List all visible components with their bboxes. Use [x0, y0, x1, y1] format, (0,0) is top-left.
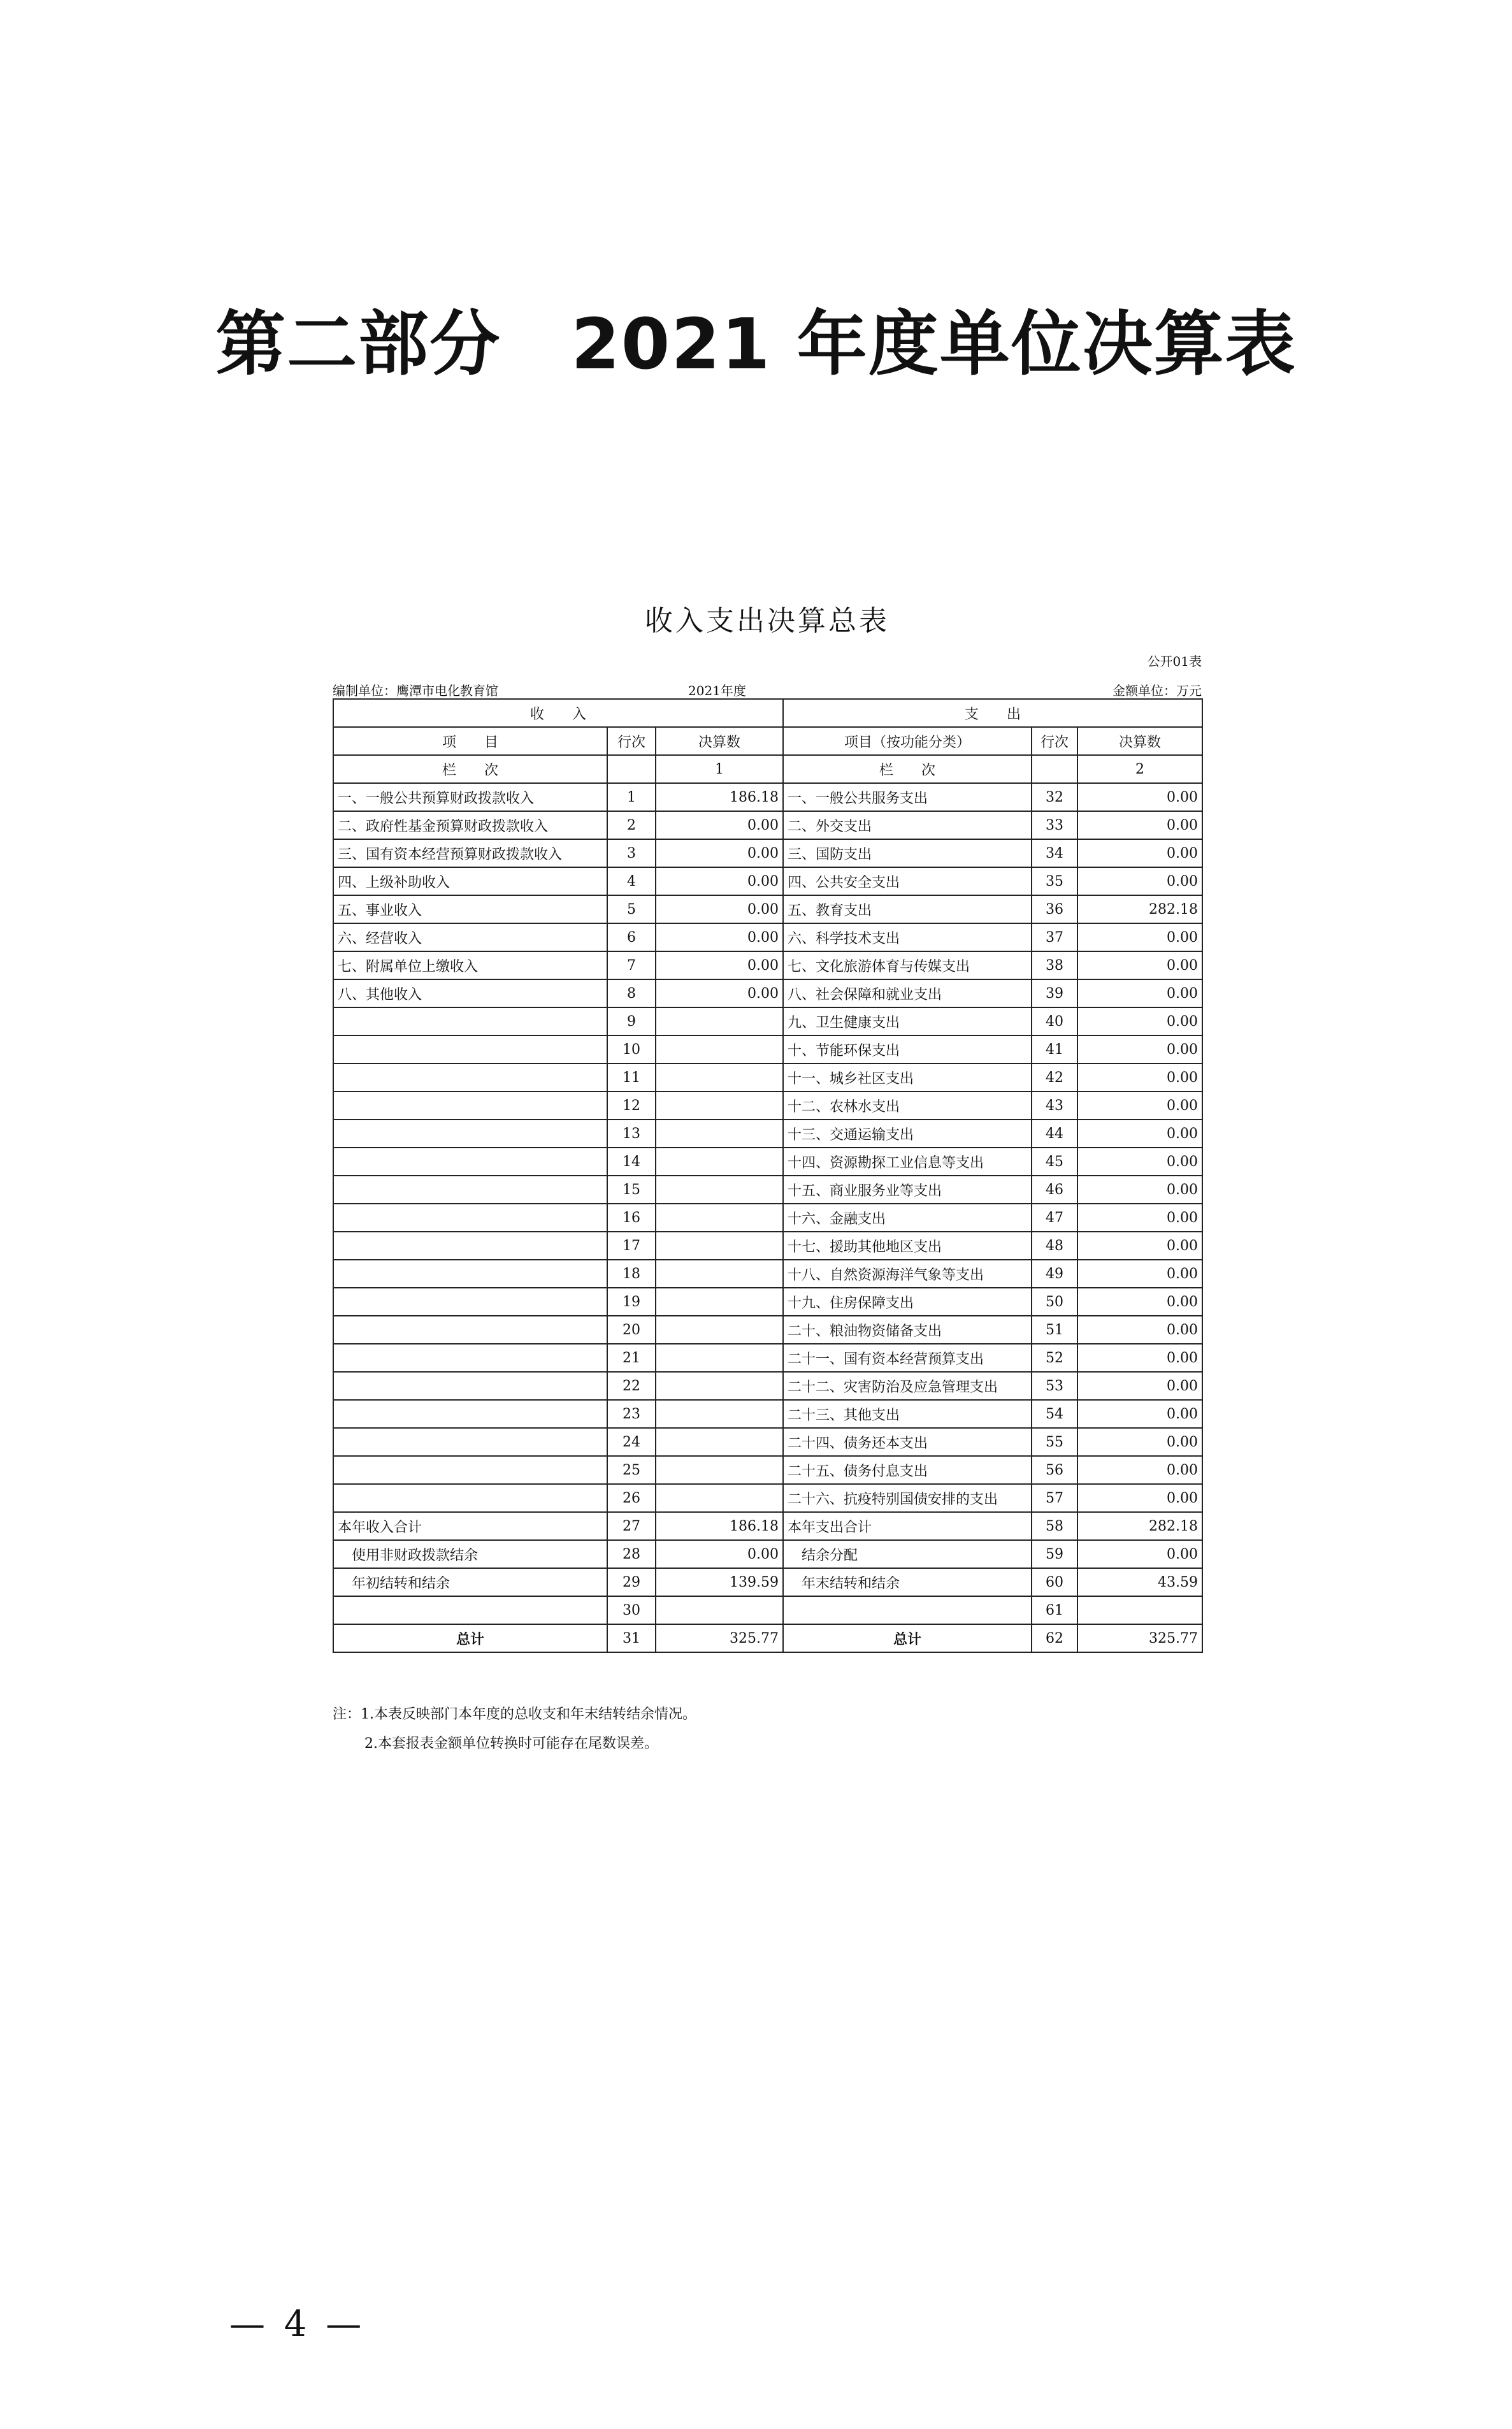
- expense-item: 九、卫生健康支出: [783, 1007, 1032, 1035]
- expense-amount: 0.00: [1077, 1344, 1202, 1372]
- income-row-no: 2: [607, 811, 656, 839]
- income-item: 使用非财政拨款结余: [333, 1540, 607, 1568]
- page-number: — 4 —: [229, 2303, 366, 2345]
- unit-label: 金额单位：万元: [1112, 683, 1202, 698]
- income-item: 二、政府性基金预算财政拨款收入: [333, 811, 607, 839]
- income-column-index: 1: [656, 755, 783, 783]
- expense-item: 四、公共安全支出: [783, 867, 1032, 895]
- table-row: [333, 1372, 1202, 1400]
- expense-item: 六、科学技术支出: [783, 923, 1032, 951]
- income-amount: 0.00: [656, 839, 783, 867]
- income-amount: 139.59: [656, 1568, 783, 1596]
- income-amount: [656, 1148, 783, 1176]
- expense-amount: 0.00: [1077, 1456, 1202, 1484]
- income-item: 五、事业收入: [333, 895, 607, 923]
- income-row-no: 25: [607, 1456, 656, 1484]
- income-item: [333, 1120, 607, 1148]
- expense-row-no: 33: [1032, 811, 1077, 839]
- income-amount: 0.00: [656, 979, 783, 1007]
- note-2: 2.本套报表金额单位转换时可能存在尾数误差。: [364, 1736, 658, 1752]
- income-amount: 186.18: [656, 783, 783, 811]
- income-item: 七、附属单位上缴收入: [333, 951, 607, 979]
- table-row: [333, 979, 1202, 1007]
- expense-amount: 43.59: [1077, 1568, 1202, 1596]
- income-row-no: 10: [607, 1035, 656, 1063]
- expense-item: [783, 1596, 1032, 1624]
- income-row-no: 20: [607, 1316, 656, 1344]
- expense-amount: 0.00: [1077, 1260, 1202, 1288]
- expense-item: 二十六、抗疫特别国债安排的支出: [783, 1484, 1032, 1512]
- income-row-no: 12: [607, 1092, 656, 1120]
- expense-item: 十七、援助其他地区支出: [783, 1232, 1032, 1260]
- expense-item: 三、国防支出: [783, 839, 1032, 867]
- income-row-no: 24: [607, 1428, 656, 1456]
- income-amount: 0.00: [656, 1540, 783, 1568]
- income-row-no: 9: [607, 1007, 656, 1035]
- income-row-no: 16: [607, 1204, 656, 1232]
- income-item: 本年收入合计: [333, 1512, 607, 1540]
- income-amount: [656, 1400, 783, 1428]
- expense-item: 十九、住房保障支出: [783, 1288, 1032, 1316]
- header-row-column-index: [333, 755, 1202, 783]
- expense-row-no: 47: [1032, 1204, 1077, 1232]
- expense-row-no: 36: [1032, 895, 1077, 923]
- income-row-no: 18: [607, 1260, 656, 1288]
- expense-item: 十一、城乡社区支出: [783, 1063, 1032, 1092]
- org-label: 编制单位：鹰潭市电化教育馆: [333, 683, 498, 698]
- table-row: [333, 1007, 1202, 1035]
- expense-amount: 0.00: [1077, 1035, 1202, 1063]
- expense-row-no: 32: [1032, 783, 1077, 811]
- expense-amount: 0.00: [1077, 1372, 1202, 1400]
- expense-amount: 0.00: [1077, 1232, 1202, 1260]
- expense-item: 结余分配: [783, 1540, 1032, 1568]
- expense-row-no: 38: [1032, 951, 1077, 979]
- expense-item: 十六、金融支出: [783, 1204, 1032, 1232]
- income-row-no: 8: [607, 979, 656, 1007]
- income-amount: [656, 1484, 783, 1512]
- income-row-no: 28: [607, 1540, 656, 1568]
- income-row-no: 11: [607, 1063, 656, 1092]
- table-row: [333, 1512, 1202, 1540]
- table-row: [333, 1260, 1202, 1288]
- expense-row-no: 37: [1032, 923, 1077, 951]
- expense-item: 七、文化旅游体育与传媒支出: [783, 951, 1032, 979]
- income-amount: [656, 1007, 783, 1035]
- income-item: [333, 1176, 607, 1204]
- header-row-columns: [333, 727, 1202, 755]
- expense-row-no: 54: [1032, 1400, 1077, 1428]
- expense-row-no: 60: [1032, 1568, 1077, 1596]
- table-row: [333, 1344, 1202, 1372]
- expense-row-no: 34: [1032, 839, 1077, 867]
- expense-item: 十三、交通运输支出: [783, 1120, 1032, 1148]
- expense-amount: 0.00: [1077, 1063, 1202, 1092]
- empty-cell: [1032, 755, 1077, 783]
- income-amount: [656, 1260, 783, 1288]
- expense-row-no: 53: [1032, 1372, 1077, 1400]
- table-row: [333, 1232, 1202, 1260]
- income-item: [333, 1007, 607, 1035]
- income-item: [333, 1484, 607, 1512]
- expense-item: 本年支出合计: [783, 1512, 1032, 1540]
- income-item-header: 项 目: [333, 727, 607, 755]
- table-row: [333, 1092, 1202, 1120]
- form-number: 公开01表: [1147, 654, 1202, 669]
- income-amount: 0.00: [656, 951, 783, 979]
- expense-amount: 0.00: [1077, 979, 1202, 1007]
- expense-item: 十、节能环保支出: [783, 1035, 1032, 1063]
- income-row-no: 14: [607, 1148, 656, 1176]
- table-row: [333, 783, 1202, 811]
- table-row: [333, 867, 1202, 895]
- expense-row-no: 57: [1032, 1484, 1077, 1512]
- income-expense-table: [333, 698, 1203, 1653]
- expense-header: 支 出: [783, 699, 1202, 727]
- expense-item: 年末结转和结余: [783, 1568, 1032, 1596]
- expense-amount: 0.00: [1077, 1428, 1202, 1456]
- expense-row-no: 42: [1032, 1063, 1077, 1092]
- expense-row-no-header: 行次: [1032, 727, 1077, 755]
- expense-amount: 0.00: [1077, 1204, 1202, 1232]
- table-title: 收入支出决算总表: [645, 605, 889, 637]
- income-item: [333, 1232, 607, 1260]
- table-row: [333, 1204, 1202, 1232]
- income-amount: [656, 1092, 783, 1120]
- income-row-no: 15: [607, 1176, 656, 1204]
- expense-row-no: 48: [1032, 1232, 1077, 1260]
- income-item: [333, 1372, 607, 1400]
- expense-amount-header: 决算数: [1077, 727, 1202, 755]
- expense-amount: 0.00: [1077, 811, 1202, 839]
- notes: [333, 1700, 696, 1759]
- income-item: [333, 1428, 607, 1456]
- income-item: 总计: [333, 1624, 607, 1652]
- income-row-no: 21: [607, 1344, 656, 1372]
- expense-row-no: 62: [1032, 1624, 1077, 1652]
- income-item: [333, 1092, 607, 1120]
- expense-item: 八、社会保障和就业支出: [783, 979, 1032, 1007]
- income-amount: 0.00: [656, 867, 783, 895]
- income-row-no: 26: [607, 1484, 656, 1512]
- table-row: [333, 1288, 1202, 1316]
- table-row: [333, 1428, 1202, 1456]
- income-item: 八、其他收入: [333, 979, 607, 1007]
- income-amount: [656, 1596, 783, 1624]
- income-row-no: 29: [607, 1568, 656, 1596]
- income-column-label: 栏 次: [333, 755, 607, 783]
- income-row-no: 30: [607, 1596, 656, 1624]
- table-row: [333, 1540, 1202, 1568]
- expense-item: 十二、农林水支出: [783, 1092, 1032, 1120]
- income-item: 四、上级补助收入: [333, 867, 607, 895]
- expense-item: 总计: [783, 1624, 1032, 1652]
- income-item: [333, 1260, 607, 1288]
- income-row-no: 1: [607, 783, 656, 811]
- income-row-no-header: 行次: [607, 727, 656, 755]
- expense-row-no: 43: [1032, 1092, 1077, 1120]
- income-item: [333, 1035, 607, 1063]
- expense-amount: 0.00: [1077, 1540, 1202, 1568]
- part-title-left: 第二部分: [215, 303, 501, 385]
- income-amount: [656, 1316, 783, 1344]
- income-row-no: 31: [607, 1624, 656, 1652]
- header-row-sections: [333, 699, 1202, 727]
- income-row-no: 5: [607, 895, 656, 923]
- table-row: [333, 1316, 1202, 1344]
- income-amount: [656, 1176, 783, 1204]
- expense-amount: 0.00: [1077, 951, 1202, 979]
- income-amount: [656, 1288, 783, 1316]
- expense-row-no: 55: [1032, 1428, 1077, 1456]
- empty-cell: [607, 755, 656, 783]
- note-1: 注：1.本表反映部门本年度的总收支和年末结转结余情况。: [333, 1706, 696, 1722]
- income-amount: [656, 1035, 783, 1063]
- expense-row-no: 39: [1032, 979, 1077, 1007]
- income-item: [333, 1063, 607, 1092]
- expense-row-no: 35: [1032, 867, 1077, 895]
- table-row: [333, 1568, 1202, 1596]
- expense-item: 十四、资源勘探工业信息等支出: [783, 1148, 1032, 1176]
- income-item: [333, 1316, 607, 1344]
- expense-amount: 0.00: [1077, 839, 1202, 867]
- table-row: [333, 1596, 1202, 1624]
- table-row: [333, 1176, 1202, 1204]
- expense-row-no: 46: [1032, 1176, 1077, 1204]
- table-row: [333, 1120, 1202, 1148]
- expense-row-no: 50: [1032, 1288, 1077, 1316]
- income-item: [333, 1456, 607, 1484]
- expense-item: 十五、商业服务业等支出: [783, 1176, 1032, 1204]
- expense-item: 二十四、债务还本支出: [783, 1428, 1032, 1456]
- expense-row-no: 56: [1032, 1456, 1077, 1484]
- expense-amount: 0.00: [1077, 1092, 1202, 1120]
- expense-row-no: 45: [1032, 1148, 1077, 1176]
- expense-item: 二十二、灾害防治及应急管理支出: [783, 1372, 1032, 1400]
- income-amount: 186.18: [656, 1512, 783, 1540]
- expense-row-no: 44: [1032, 1120, 1077, 1148]
- table-row: [333, 1063, 1202, 1092]
- expense-row-no: 59: [1032, 1540, 1077, 1568]
- table-row: [333, 1400, 1202, 1428]
- table-row: [333, 923, 1202, 951]
- expense-amount: 0.00: [1077, 1120, 1202, 1148]
- expense-amount: 282.18: [1077, 1512, 1202, 1540]
- expense-row-no: 49: [1032, 1260, 1077, 1288]
- income-item: [333, 1596, 607, 1624]
- expense-column-index: 2: [1077, 755, 1202, 783]
- income-item: 三、国有资本经营预算财政拨款收入: [333, 839, 607, 867]
- expense-item-header: 项目（按功能分类）: [783, 727, 1032, 755]
- income-item: [333, 1400, 607, 1428]
- income-amount: [656, 1063, 783, 1092]
- income-amount: 0.00: [656, 811, 783, 839]
- table-row: [333, 1035, 1202, 1063]
- table-row: [333, 839, 1202, 867]
- income-amount: 325.77: [656, 1624, 783, 1652]
- expense-amount: 0.00: [1077, 923, 1202, 951]
- expense-item: 二十三、其他支出: [783, 1400, 1032, 1428]
- table-row: [333, 1484, 1202, 1512]
- expense-row-no: 52: [1032, 1344, 1077, 1372]
- income-header: 收 入: [333, 699, 783, 727]
- expense-amount: 0.00: [1077, 867, 1202, 895]
- expense-row-no: 51: [1032, 1316, 1077, 1344]
- table-row: [333, 811, 1202, 839]
- part-title: [0, 299, 1512, 389]
- expense-item: 一、一般公共服务支出: [783, 783, 1032, 811]
- expense-amount: 0.00: [1077, 1176, 1202, 1204]
- expense-amount: 0.00: [1077, 783, 1202, 811]
- expense-amount: [1077, 1596, 1202, 1624]
- income-row-no: 22: [607, 1372, 656, 1400]
- year-label: 2021年度: [688, 683, 746, 698]
- income-row-no: 27: [607, 1512, 656, 1540]
- expense-item: 十八、自然资源海洋气象等支出: [783, 1260, 1032, 1288]
- income-row-no: 19: [607, 1288, 656, 1316]
- expense-amount: 0.00: [1077, 1148, 1202, 1176]
- income-item: [333, 1204, 607, 1232]
- income-amount: [656, 1120, 783, 1148]
- expense-item: 五、教育支出: [783, 895, 1032, 923]
- table-row: [333, 1456, 1202, 1484]
- income-row-no: 6: [607, 923, 656, 951]
- expense-row-no: 61: [1032, 1596, 1077, 1624]
- expense-row-no: 58: [1032, 1512, 1077, 1540]
- table-row: [333, 1624, 1202, 1652]
- income-item: [333, 1344, 607, 1372]
- income-amount: [656, 1204, 783, 1232]
- income-item: 年初结转和结余: [333, 1568, 607, 1596]
- income-amount: [656, 1372, 783, 1400]
- expense-item: 二十五、债务付息支出: [783, 1456, 1032, 1484]
- expense-item: 二、外交支出: [783, 811, 1032, 839]
- income-amount: 0.00: [656, 895, 783, 923]
- income-item: 一、一般公共预算财政拨款收入: [333, 783, 607, 811]
- income-amount: [656, 1428, 783, 1456]
- income-row-no: 23: [607, 1400, 656, 1428]
- income-item: [333, 1148, 607, 1176]
- income-row-no: 3: [607, 839, 656, 867]
- expense-amount: 0.00: [1077, 1316, 1202, 1344]
- expense-row-no: 41: [1032, 1035, 1077, 1063]
- table-row: [333, 951, 1202, 979]
- expense-amount: 0.00: [1077, 1400, 1202, 1428]
- income-amount: 0.00: [656, 923, 783, 951]
- expense-item: 二十一、国有资本经营预算支出: [783, 1344, 1032, 1372]
- income-row-no: 17: [607, 1232, 656, 1260]
- expense-row-no: 40: [1032, 1007, 1077, 1035]
- income-amount: [656, 1344, 783, 1372]
- expense-amount: 282.18: [1077, 895, 1202, 923]
- income-row-no: 13: [607, 1120, 656, 1148]
- expense-item: 二十、粮油物资储备支出: [783, 1316, 1032, 1344]
- expense-amount: 0.00: [1077, 1007, 1202, 1035]
- table-row: [333, 1148, 1202, 1176]
- income-item: [333, 1288, 607, 1316]
- expense-column-label: 栏 次: [783, 755, 1032, 783]
- expense-amount: 0.00: [1077, 1288, 1202, 1316]
- expense-amount: 0.00: [1077, 1484, 1202, 1512]
- income-amount-header: 决算数: [656, 727, 783, 755]
- income-row-no: 4: [607, 867, 656, 895]
- income-amount: [656, 1232, 783, 1260]
- expense-amount: 325.77: [1077, 1624, 1202, 1652]
- income-amount: [656, 1456, 783, 1484]
- table-row: [333, 895, 1202, 923]
- income-item: 六、经营收入: [333, 923, 607, 951]
- part-title-right: 2021 年度单位决算表: [571, 303, 1297, 385]
- income-row-no: 7: [607, 951, 656, 979]
